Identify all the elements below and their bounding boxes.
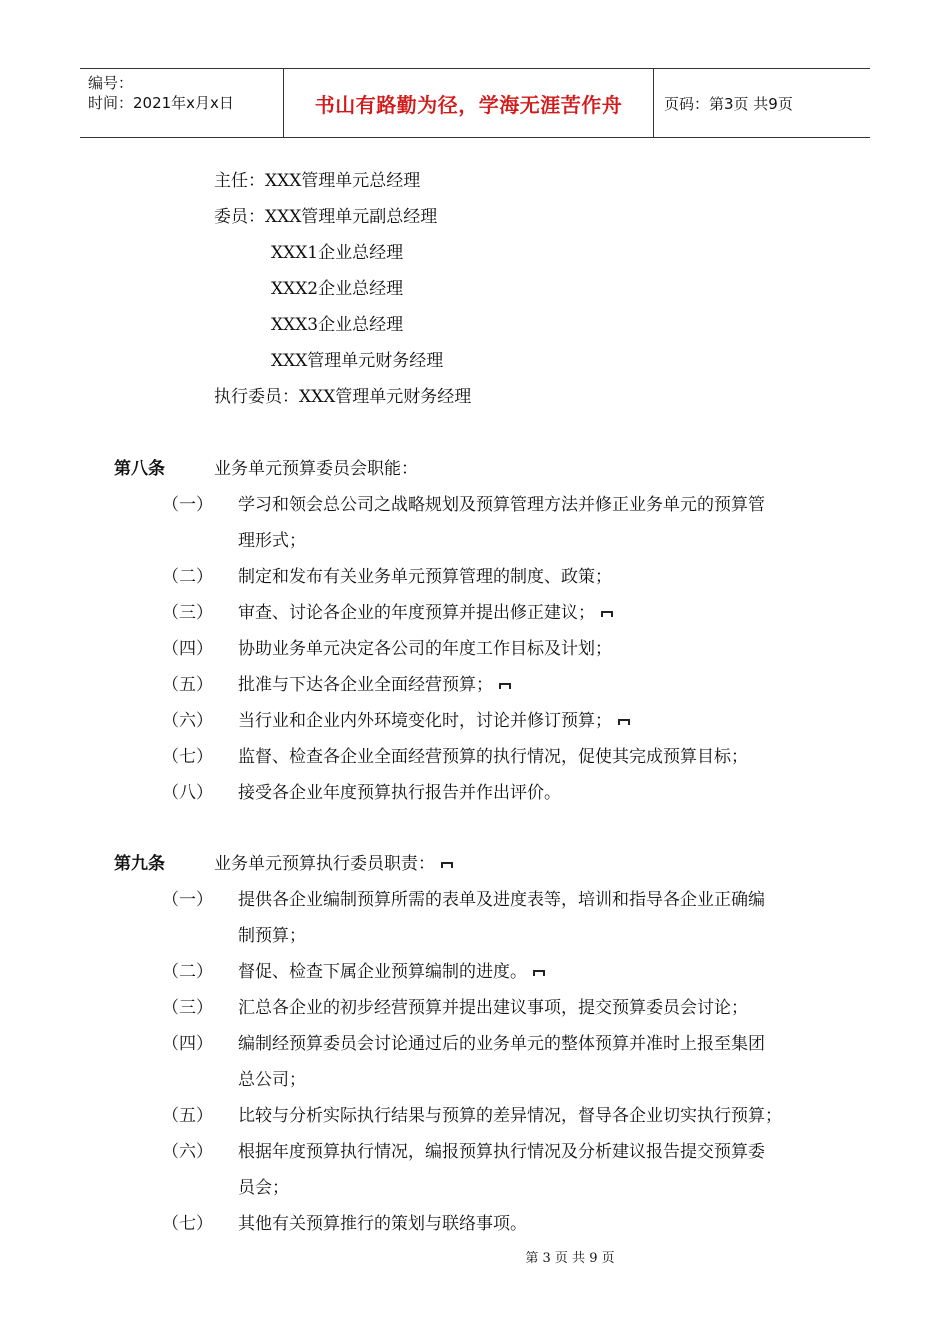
article-9-item-text: 根据年度预算执行情况，编报预算执行情况及分析建议报告提交预算委 xyxy=(238,1142,765,1162)
committee-member-first: 委员：XXX管理单元副总经理 xyxy=(214,207,438,227)
article-8-item-number: （二） xyxy=(162,567,213,587)
page-number-label: 页码：第3页 共9页 xyxy=(664,94,793,113)
article-8-item-number: （四） xyxy=(162,639,213,659)
header-table xyxy=(80,68,870,138)
header-info-cell xyxy=(80,69,284,137)
article-9-item-row xyxy=(238,961,545,983)
article-9-number: 第九条 xyxy=(114,854,165,874)
article-8-item-row xyxy=(238,602,613,624)
article-9-item-number: （七） xyxy=(162,1214,213,1234)
article-9-item-text: 制预算； xyxy=(238,926,306,946)
article-9-title-row xyxy=(214,853,453,875)
document-time-label: 时间：2021年x月x日 xyxy=(88,94,234,112)
committee-member: XXX1企业总经理 xyxy=(271,243,404,263)
article-8-item-text: 理形式； xyxy=(238,531,306,551)
article-9-item-number: （四） xyxy=(162,1034,213,1054)
article-8-item-text: 监督、检查各企业全面经营预算的执行情况，促使其完成预算目标； xyxy=(238,747,748,767)
article-9-item-text: 提供各企业编制预算所需的表单及进度表等，培训和指导各企业正确编 xyxy=(238,890,765,910)
header-page-cell xyxy=(654,69,870,137)
article-9-item-text: 比较与分析实际执行结果与预算的差异情况，督导各企业切实执行预算； xyxy=(238,1106,782,1126)
article-9-item-text: 汇总各企业的初步经营预算并提出建议事项，提交预算委员会讨论； xyxy=(238,998,748,1018)
article-8-number: 第八条 xyxy=(114,459,165,479)
comment-mark-icon xyxy=(499,683,511,689)
article-8-item-text: 批准与下达各企业全面经营预算； xyxy=(238,675,493,695)
article-8-item-text: 学习和领会总公司之战略规划及预算管理方法并修正业务单元的预算管 xyxy=(238,495,765,515)
header-motto-cell xyxy=(284,69,654,137)
committee-executive: 执行委员：XXX管理单元财务经理 xyxy=(214,387,472,407)
committee-member: XXX管理单元财务经理 xyxy=(271,351,444,371)
article-8-item-text: 接受各企业年度预算执行报告并作出评价。 xyxy=(238,783,561,803)
article-9-item-number: （三） xyxy=(162,998,213,1018)
committee-member: XXX2企业总经理 xyxy=(271,279,404,299)
article-8-item-number: （七） xyxy=(162,747,213,767)
page-footer: 第 3 页 共 9 页 xyxy=(525,1251,615,1266)
comment-mark-icon xyxy=(441,862,453,868)
article-9-title: 业务单元预算执行委员职责： xyxy=(214,854,435,874)
article-9-item-text: 编制经预算委员会讨论通过后的业务单元的整体预算并准时上报至集团 xyxy=(238,1034,765,1054)
article-8-item-number: （一） xyxy=(162,495,213,515)
comment-mark-icon xyxy=(533,970,545,976)
article-8-title: 业务单元预算委员会职能： xyxy=(214,459,418,479)
article-8-item-row xyxy=(238,710,630,732)
article-8-item-number: （五） xyxy=(162,675,213,695)
document-number-label: 编号： xyxy=(88,74,134,92)
article-9-item-text: 督促、检查下属企业预算编制的进度。 xyxy=(238,962,527,982)
article-8-item-row xyxy=(238,674,511,696)
committee-director: 主任：XXX管理单元总经理 xyxy=(214,171,421,191)
article-8-item-number: （八） xyxy=(162,783,213,803)
article-8-item-text: 制定和发布有关业务单元预算管理的制度、政策； xyxy=(238,567,612,587)
article-9-item-number: （一） xyxy=(162,890,213,910)
comment-mark-icon xyxy=(601,611,613,617)
motto-text: 书山有路勤为径，学海无涯苦作舟 xyxy=(314,92,623,117)
article-8-item-text: 审查、讨论各企业的年度预算并提出修正建议； xyxy=(238,603,595,623)
article-8-item-number: （六） xyxy=(162,711,213,731)
committee-member: XXX3企业总经理 xyxy=(271,315,404,335)
article-9-item-text: 员会； xyxy=(238,1178,289,1198)
article-9-item-number: （六） xyxy=(162,1142,213,1162)
article-8-item-text: 协助业务单元决定各公司的年度工作目标及计划； xyxy=(238,639,612,659)
article-8-item-text: 当行业和企业内外环境变化时，讨论并修订预算； xyxy=(238,711,612,731)
comment-mark-icon xyxy=(618,719,630,725)
article-9-item-number: （五） xyxy=(162,1106,213,1126)
article-8-item-number: （三） xyxy=(162,603,213,623)
article-9-item-text: 总公司； xyxy=(238,1070,306,1090)
article-9-item-text: 其他有关预算推行的策划与联络事项。 xyxy=(238,1214,527,1234)
article-9-item-number: （二） xyxy=(162,962,213,982)
